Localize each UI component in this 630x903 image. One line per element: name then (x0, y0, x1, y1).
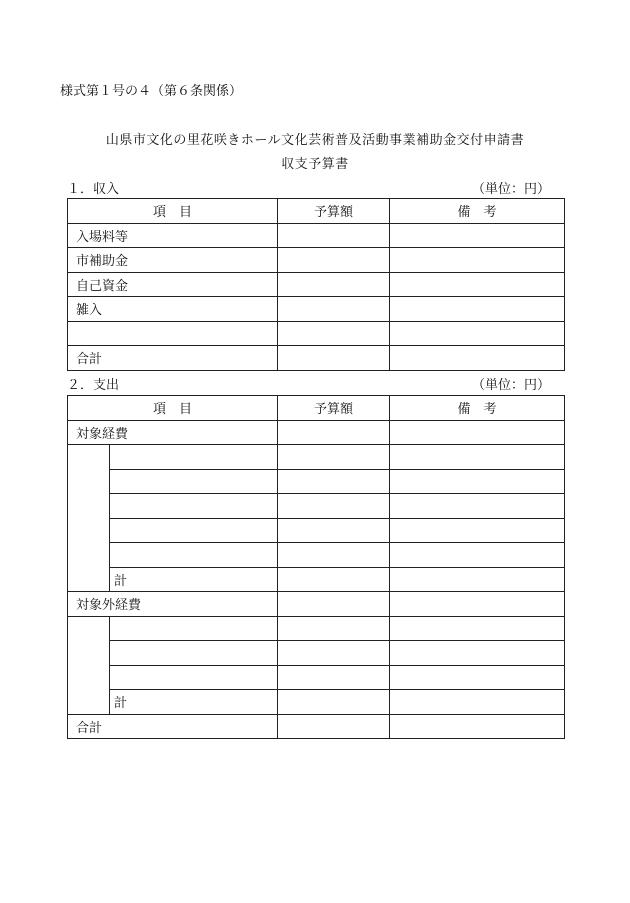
table-row (68, 494, 565, 519)
table-row (68, 469, 565, 494)
table-row (68, 321, 565, 346)
target-expense-row (68, 420, 565, 445)
budget-cell[interactable] (278, 272, 390, 297)
budget-cell[interactable] (278, 321, 390, 346)
remarks-cell[interactable] (390, 272, 565, 297)
table-row (68, 223, 565, 248)
row-label-blank[interactable] (68, 321, 278, 346)
budget-cell[interactable] (278, 445, 390, 470)
budget-cell[interactable] (278, 543, 390, 568)
indent-cell (68, 567, 110, 592)
remarks-cell[interactable] (390, 567, 565, 592)
column-header-remarks: 備 考 (390, 396, 565, 421)
budget-cell[interactable] (278, 518, 390, 543)
row-label: 合計 (68, 346, 278, 371)
sub-item-cell[interactable] (110, 616, 278, 641)
indent-cell (68, 518, 110, 543)
budget-cell[interactable] (278, 665, 390, 690)
nontarget-expense-row (68, 592, 565, 617)
remarks-cell[interactable] (390, 641, 565, 666)
sub-item-cell[interactable] (110, 469, 278, 494)
income-section-header (67, 178, 550, 197)
table-row (68, 518, 565, 543)
budget-cell[interactable] (278, 714, 390, 739)
budget-cell[interactable] (278, 297, 390, 322)
table-row (68, 297, 565, 322)
budget-cell[interactable] (278, 248, 390, 273)
income-heading: １．収入 (67, 182, 120, 197)
subtotal-label: 計 (110, 690, 278, 715)
budget-cell[interactable] (278, 346, 390, 371)
table-row (68, 272, 565, 297)
remarks-cell[interactable] (390, 543, 565, 568)
document-subtitle: 収支予算書 (281, 157, 349, 172)
indent-cell (68, 469, 110, 494)
budget-cell[interactable] (278, 223, 390, 248)
column-header-budget: 予算額 (278, 396, 390, 421)
remarks-cell[interactable] (390, 714, 565, 739)
budget-cell[interactable] (278, 469, 390, 494)
remarks-cell[interactable] (390, 297, 565, 322)
total-row (68, 714, 565, 739)
remarks-cell[interactable] (390, 494, 565, 519)
remarks-cell[interactable] (390, 321, 565, 346)
expense-table (67, 395, 565, 739)
budget-cell[interactable] (278, 592, 390, 617)
row-label: 市補助金 (68, 248, 278, 273)
budget-cell[interactable] (278, 567, 390, 592)
indent-cell (68, 543, 110, 568)
table-row (68, 543, 565, 568)
table-row (68, 248, 565, 273)
budget-cell[interactable] (278, 420, 390, 445)
total-label: 合計 (68, 714, 278, 739)
table-row (68, 445, 565, 470)
remarks-cell[interactable] (390, 346, 565, 371)
remarks-cell[interactable] (390, 518, 565, 543)
budget-cell[interactable] (278, 690, 390, 715)
remarks-cell[interactable] (390, 665, 565, 690)
document-title: 山県市文化の里花咲きホール文化芸術普及活動事業補助金交付申請書 (105, 133, 525, 148)
sub-item-cell[interactable] (110, 543, 278, 568)
remarks-cell[interactable] (390, 445, 565, 470)
remarks-cell[interactable] (390, 469, 565, 494)
indent-cell (68, 690, 110, 715)
remarks-cell[interactable] (390, 616, 565, 641)
subtotal-row (68, 690, 565, 715)
remarks-cell[interactable] (390, 248, 565, 273)
indent-cell (68, 494, 110, 519)
remarks-cell[interactable] (390, 223, 565, 248)
income-header-row (68, 199, 565, 224)
column-header-remarks: 備 考 (390, 199, 565, 224)
remarks-cell[interactable] (390, 420, 565, 445)
sub-item-cell[interactable] (110, 641, 278, 666)
expense-heading: ２．支出 (67, 378, 120, 393)
subtotal-row (68, 567, 565, 592)
row-label: 雑入 (68, 297, 278, 322)
form-number: 様式第１号の４（第６条関係） (60, 84, 243, 99)
column-header-item: 項 目 (68, 199, 278, 224)
sub-item-cell[interactable] (110, 445, 278, 470)
expense-header-row (68, 396, 565, 421)
expense-section-header (67, 374, 550, 393)
table-row (68, 665, 565, 690)
indent-cell (68, 665, 110, 690)
row-label: 入場料等 (68, 223, 278, 248)
subtotal-label: 計 (110, 567, 278, 592)
income-table (67, 198, 565, 371)
table-row (68, 616, 565, 641)
column-header-item: 項 目 (68, 396, 278, 421)
sub-item-cell[interactable] (110, 518, 278, 543)
budget-cell[interactable] (278, 494, 390, 519)
remarks-cell[interactable] (390, 592, 565, 617)
total-row (68, 346, 565, 371)
budget-cell[interactable] (278, 641, 390, 666)
sub-item-cell[interactable] (110, 665, 278, 690)
indent-cell (68, 641, 110, 666)
indent-cell (68, 616, 110, 641)
nontarget-expense-label: 対象外経費 (68, 592, 278, 617)
income-unit: （単位：円） (471, 182, 550, 197)
remarks-cell[interactable] (390, 690, 565, 715)
budget-cell[interactable] (278, 616, 390, 641)
column-header-budget: 予算額 (278, 199, 390, 224)
sub-item-cell[interactable] (110, 494, 278, 519)
expense-unit: （単位：円） (471, 378, 550, 393)
target-expense-label: 対象経費 (68, 420, 278, 445)
row-label: 自己資金 (68, 272, 278, 297)
table-row (68, 641, 565, 666)
indent-cell (68, 445, 110, 470)
